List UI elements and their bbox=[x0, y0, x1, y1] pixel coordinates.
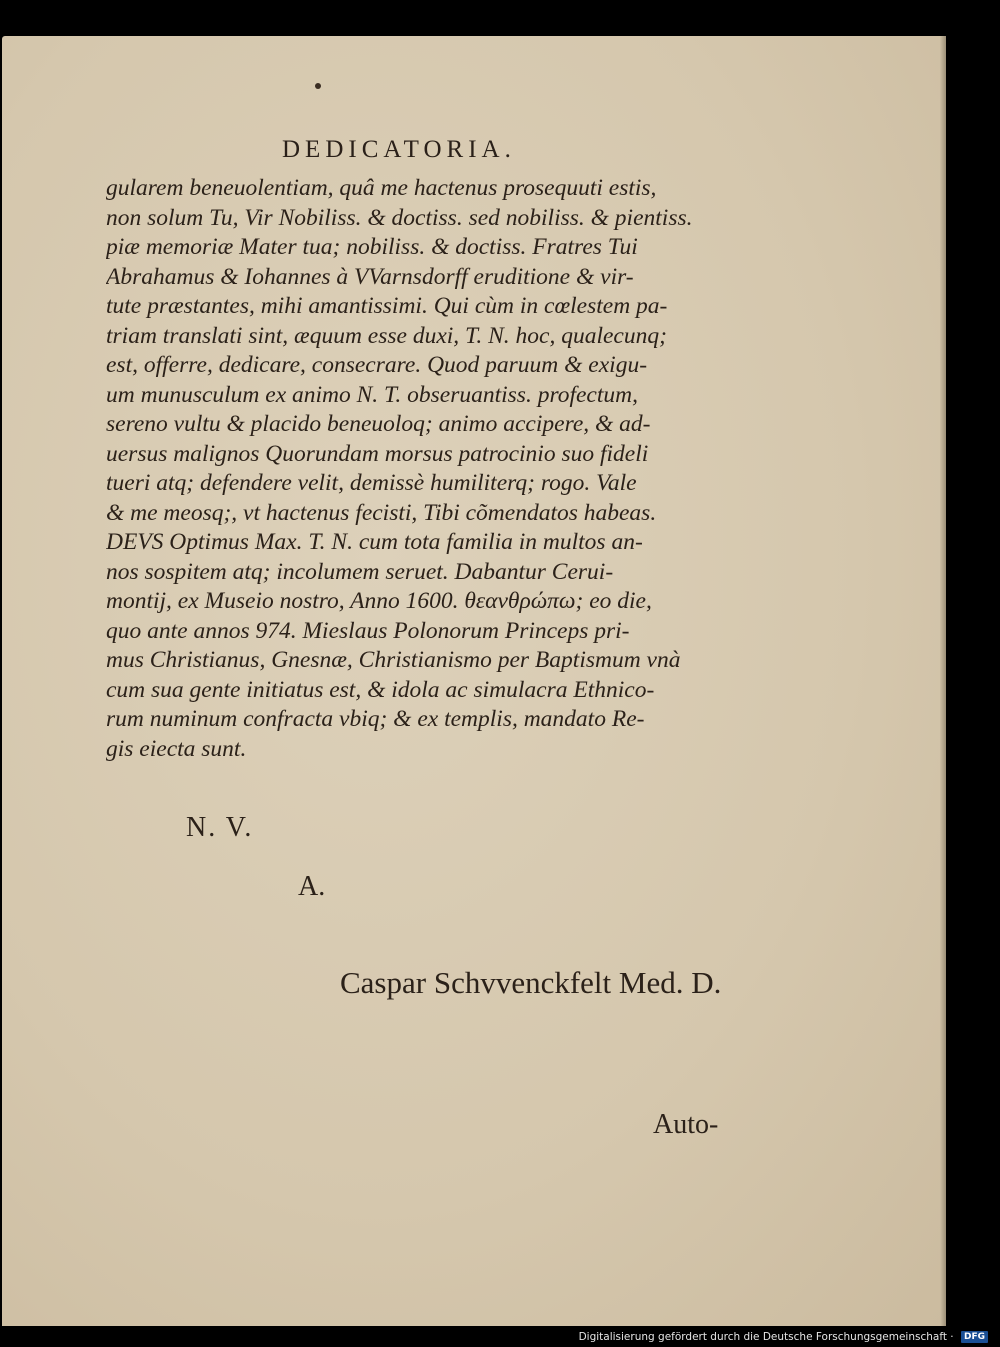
credit-text: Digitalisierung gefördert durch die Deutsche Forschungsgemeinschaft bbox=[578, 1331, 947, 1343]
text-line: gis eiecta sunt. bbox=[106, 735, 247, 762]
closing-letter: A. bbox=[298, 871, 326, 902]
text-line: tute præstantes, mihi amantissimi. Qui cùm in cœlestem pa- bbox=[106, 293, 668, 319]
text-line: montij, ex Museio nostro, Anno 1600. θεανθρώπω; eo die, bbox=[106, 588, 652, 614]
book-page bbox=[2, 36, 946, 1326]
dfg-logo-icon: DFG bbox=[961, 1331, 988, 1343]
text-line: & me meosq;, vt hactenus fecisti, Tibi cõmendatos habeas. bbox=[106, 499, 657, 526]
catchword: Auto- bbox=[653, 1109, 719, 1140]
text-line: um munusculum ex animo N. T. obseruantiss. profectum, bbox=[106, 381, 638, 408]
text-line: sereno vultu & placido beneuoloq; animo accipere, & ad- bbox=[106, 411, 651, 437]
text-line: Abrahamus & Iohannes à VVarnsdorff eruditione & vir- bbox=[106, 263, 634, 290]
page-mark-dot bbox=[315, 83, 321, 89]
text-line: cum sua gente initiatus est, & idola ac simulacra Ethnico- bbox=[106, 676, 655, 703]
text-line: uersus malignos Quorundam morsus patrocinio suo fideli bbox=[106, 440, 649, 467]
text-line: quo ante annos 974. Mieslaus Polonorum Princeps pri- bbox=[106, 617, 630, 644]
text-line: non solum Tu, Vir Nobiliss. & doctiss. sed nobiliss. & pientiss. bbox=[106, 204, 693, 231]
text-line: mus Christianus, Gnesnæ, Christianismo per Baptismum vnà bbox=[106, 647, 681, 673]
text-line: nos sospitem atq; incolumem seruet. Dabantur Cerui- bbox=[106, 558, 614, 585]
digitization-credit: Digitalisierung gefördert durch die Deutsche Forschungsgemeinschaft · DFG bbox=[579, 1330, 988, 1344]
author-signature: Caspar Schvvenckfelt Med. D. bbox=[340, 965, 722, 1000]
text-line: piæ memoriæ Mater tua; nobiliss. & doctiss. Fratres Tui bbox=[106, 234, 638, 260]
text-line: rum numinum confracta vbiq; & ex templis, mandato Re- bbox=[106, 706, 645, 732]
salutation: N. V. bbox=[186, 812, 254, 843]
dedication-text bbox=[106, 174, 746, 764]
text-line: est, offerre, dedicare, consecrare. Quod paruum & exigu- bbox=[106, 352, 648, 378]
text-line: triam translati sint, æquum esse duxi, T. N. hoc, qualecunq; bbox=[106, 322, 667, 349]
text-line: gularem beneuolentiam, quâ me hactenus prosequuti estis, bbox=[106, 175, 657, 201]
text-line: tueri atq; defendere velit, demissè humiliterq; rogo. Vale bbox=[106, 470, 637, 496]
running-head: DEDICATORIA. bbox=[282, 136, 516, 163]
text-line: DEVS Optimus Max. T. N. cum tota familia in multos an- bbox=[106, 529, 643, 555]
page-edge-shadow bbox=[940, 36, 946, 1326]
